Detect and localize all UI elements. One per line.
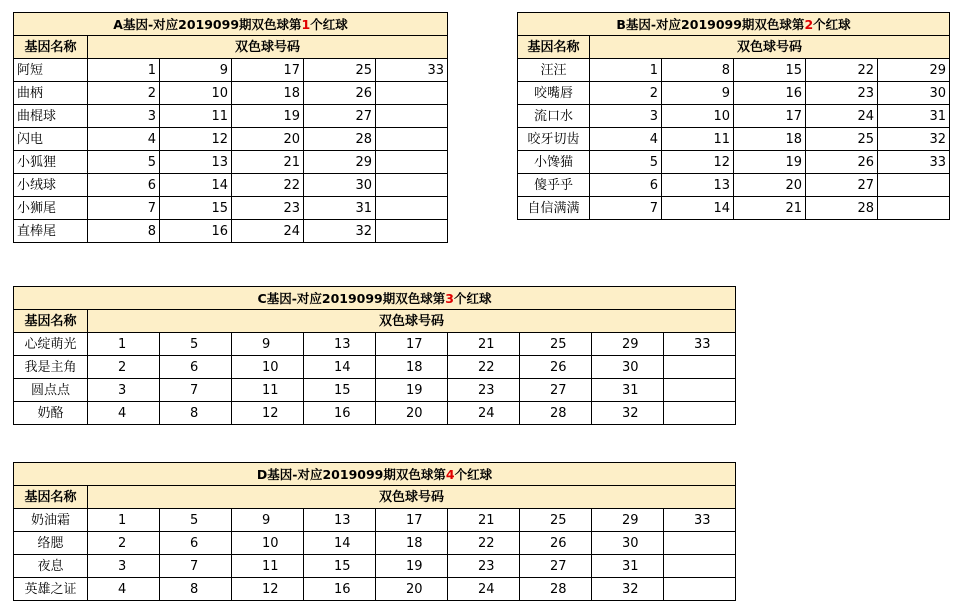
number-cell: 5 bbox=[590, 151, 662, 174]
number-cell: 12 bbox=[160, 128, 232, 151]
table-row bbox=[14, 128, 448, 151]
number-cell bbox=[664, 402, 736, 425]
number-cell: 25 bbox=[520, 509, 592, 532]
number-cell: 29 bbox=[592, 333, 664, 356]
gene-name-cell: 流口水 bbox=[518, 105, 590, 128]
gene-name-cell: 夜息 bbox=[14, 555, 88, 578]
number-cell: 27 bbox=[520, 555, 592, 578]
number-cell bbox=[664, 532, 736, 555]
gene-name-cell: 直棒尾 bbox=[14, 220, 88, 243]
number-cell: 3 bbox=[88, 379, 160, 402]
gene-name-cell: 奶酪 bbox=[14, 402, 88, 425]
number-cell: 29 bbox=[592, 509, 664, 532]
gene-name-cell: 小狮尾 bbox=[14, 197, 88, 220]
table-title-row bbox=[518, 13, 950, 36]
number-cell: 23 bbox=[448, 555, 520, 578]
table-row bbox=[14, 578, 736, 601]
number-cell: 32 bbox=[592, 402, 664, 425]
table-row bbox=[14, 555, 736, 578]
number-cell: 13 bbox=[304, 333, 376, 356]
table-row bbox=[518, 105, 950, 128]
table-row bbox=[518, 59, 950, 82]
gene-table-d bbox=[13, 462, 736, 601]
header-numbers: 双色球号码 bbox=[88, 486, 736, 509]
number-cell: 15 bbox=[160, 197, 232, 220]
table-title: B基因-对应2019099期双色球第2个红球 bbox=[518, 13, 950, 36]
number-cell: 5 bbox=[88, 151, 160, 174]
gene-name-cell: 络腮 bbox=[14, 532, 88, 555]
number-cell: 16 bbox=[160, 220, 232, 243]
number-cell: 11 bbox=[232, 555, 304, 578]
number-cell: 11 bbox=[232, 379, 304, 402]
number-cell: 22 bbox=[448, 532, 520, 555]
table-row bbox=[14, 59, 448, 82]
gene-name-cell: 咬牙切齿 bbox=[518, 128, 590, 151]
number-cell: 16 bbox=[304, 578, 376, 601]
gene-name-cell: 傻乎乎 bbox=[518, 174, 590, 197]
number-cell bbox=[664, 356, 736, 379]
number-cell: 11 bbox=[160, 105, 232, 128]
number-cell: 22 bbox=[232, 174, 304, 197]
gene-name-cell: 自信满满 bbox=[518, 197, 590, 220]
gene-name-cell: 小狐狸 bbox=[14, 151, 88, 174]
number-cell: 22 bbox=[448, 356, 520, 379]
number-cell: 8 bbox=[160, 402, 232, 425]
table-row bbox=[518, 197, 950, 220]
number-cell: 23 bbox=[806, 82, 878, 105]
number-cell: 24 bbox=[448, 578, 520, 601]
number-cell: 32 bbox=[304, 220, 376, 243]
gene-name-cell: 阿短 bbox=[14, 59, 88, 82]
number-cell: 19 bbox=[232, 105, 304, 128]
number-cell: 21 bbox=[734, 197, 806, 220]
number-cell: 9 bbox=[160, 59, 232, 82]
number-cell: 17 bbox=[232, 59, 304, 82]
number-cell: 15 bbox=[304, 379, 376, 402]
number-cell: 2 bbox=[88, 532, 160, 555]
header-numbers: 双色球号码 bbox=[88, 36, 448, 59]
number-cell: 23 bbox=[448, 379, 520, 402]
gene-name-cell: 英雄之证 bbox=[14, 578, 88, 601]
number-cell: 7 bbox=[160, 555, 232, 578]
gene-table-c bbox=[13, 286, 736, 425]
number-cell: 15 bbox=[734, 59, 806, 82]
number-cell: 6 bbox=[590, 174, 662, 197]
number-cell: 3 bbox=[88, 105, 160, 128]
number-cell: 26 bbox=[520, 532, 592, 555]
number-cell: 3 bbox=[590, 105, 662, 128]
number-cell: 19 bbox=[734, 151, 806, 174]
number-cell: 13 bbox=[304, 509, 376, 532]
number-cell bbox=[376, 128, 448, 151]
number-cell bbox=[878, 197, 950, 220]
table-row bbox=[14, 356, 736, 379]
table-header-row bbox=[518, 36, 950, 59]
number-cell: 32 bbox=[878, 128, 950, 151]
gene-name-cell: 曲柄 bbox=[14, 82, 88, 105]
table-title: A基因-对应2019099期双色球第1个红球 bbox=[14, 13, 448, 36]
number-cell: 1 bbox=[590, 59, 662, 82]
header-numbers: 双色球号码 bbox=[88, 310, 736, 333]
number-cell: 33 bbox=[664, 509, 736, 532]
number-cell: 31 bbox=[592, 555, 664, 578]
number-cell: 4 bbox=[88, 402, 160, 425]
number-cell: 24 bbox=[232, 220, 304, 243]
number-cell: 31 bbox=[592, 379, 664, 402]
number-cell bbox=[376, 105, 448, 128]
table-row bbox=[14, 333, 736, 356]
number-cell: 12 bbox=[662, 151, 734, 174]
number-cell: 5 bbox=[160, 509, 232, 532]
header-gene-name: 基因名称 bbox=[14, 486, 88, 509]
number-cell bbox=[664, 578, 736, 601]
table-header-row bbox=[14, 310, 736, 333]
ball-index: 3 bbox=[445, 290, 454, 306]
number-cell: 17 bbox=[376, 333, 448, 356]
number-cell bbox=[376, 174, 448, 197]
number-cell: 1 bbox=[88, 333, 160, 356]
number-cell: 33 bbox=[878, 151, 950, 174]
number-cell: 14 bbox=[662, 197, 734, 220]
gene-name-cell: 小绒球 bbox=[14, 174, 88, 197]
number-cell: 2 bbox=[590, 82, 662, 105]
table-row bbox=[14, 105, 448, 128]
header-gene-name: 基因名称 bbox=[518, 36, 590, 59]
number-cell: 4 bbox=[88, 578, 160, 601]
number-cell: 3 bbox=[88, 555, 160, 578]
number-cell: 28 bbox=[520, 578, 592, 601]
table-title-row bbox=[14, 287, 736, 310]
table-title: C基因-对应2019099期双色球第3个红球 bbox=[14, 287, 736, 310]
number-cell: 18 bbox=[376, 532, 448, 555]
number-cell: 22 bbox=[806, 59, 878, 82]
number-cell: 27 bbox=[304, 105, 376, 128]
table-title-row bbox=[14, 463, 736, 486]
number-cell: 26 bbox=[520, 356, 592, 379]
number-cell: 31 bbox=[304, 197, 376, 220]
number-cell: 32 bbox=[592, 578, 664, 601]
number-cell: 28 bbox=[520, 402, 592, 425]
number-cell: 29 bbox=[878, 59, 950, 82]
number-cell: 30 bbox=[878, 82, 950, 105]
number-cell: 31 bbox=[878, 105, 950, 128]
number-cell bbox=[878, 174, 950, 197]
number-cell: 16 bbox=[304, 402, 376, 425]
ball-index: 4 bbox=[445, 466, 455, 482]
table-row bbox=[14, 509, 736, 532]
gene-name-cell: 心绽萌光 bbox=[14, 333, 88, 356]
number-cell bbox=[376, 82, 448, 105]
number-cell: 25 bbox=[806, 128, 878, 151]
number-cell: 8 bbox=[88, 220, 160, 243]
ball-index: 2 bbox=[804, 16, 814, 32]
number-cell: 28 bbox=[304, 128, 376, 151]
number-cell: 4 bbox=[88, 128, 160, 151]
table-title: D基因-对应2019099期双色球第4个红球 bbox=[14, 463, 736, 486]
number-cell: 29 bbox=[304, 151, 376, 174]
gene-name-cell: 汪汪 bbox=[518, 59, 590, 82]
number-cell: 25 bbox=[520, 333, 592, 356]
table-row bbox=[518, 82, 950, 105]
number-cell: 6 bbox=[160, 356, 232, 379]
number-cell: 15 bbox=[304, 555, 376, 578]
table-row bbox=[14, 174, 448, 197]
number-cell bbox=[376, 197, 448, 220]
number-cell: 20 bbox=[376, 402, 448, 425]
number-cell bbox=[376, 151, 448, 174]
number-cell: 10 bbox=[662, 105, 734, 128]
number-cell: 1 bbox=[88, 509, 160, 532]
number-cell: 1 bbox=[88, 59, 160, 82]
gene-name-cell: 我是主角 bbox=[14, 356, 88, 379]
number-cell: 26 bbox=[304, 82, 376, 105]
table-row bbox=[518, 151, 950, 174]
number-cell: 6 bbox=[160, 532, 232, 555]
number-cell: 24 bbox=[448, 402, 520, 425]
number-cell: 24 bbox=[806, 105, 878, 128]
number-cell: 27 bbox=[806, 174, 878, 197]
number-cell: 23 bbox=[232, 197, 304, 220]
number-cell: 9 bbox=[662, 82, 734, 105]
number-cell: 28 bbox=[806, 197, 878, 220]
gene-table-a bbox=[13, 12, 448, 243]
number-cell: 13 bbox=[662, 174, 734, 197]
number-cell: 21 bbox=[448, 333, 520, 356]
gene-name-cell: 小馋猫 bbox=[518, 151, 590, 174]
number-cell: 33 bbox=[376, 59, 448, 82]
number-cell: 11 bbox=[662, 128, 734, 151]
number-cell: 2 bbox=[88, 82, 160, 105]
gene-name-cell: 圆点点 bbox=[14, 379, 88, 402]
table-header-row bbox=[14, 36, 448, 59]
gene-name-cell: 曲棍球 bbox=[14, 105, 88, 128]
number-cell: 4 bbox=[590, 128, 662, 151]
number-cell: 16 bbox=[734, 82, 806, 105]
number-cell: 21 bbox=[232, 151, 304, 174]
number-cell: 18 bbox=[232, 82, 304, 105]
table-row bbox=[14, 220, 448, 243]
header-numbers: 双色球号码 bbox=[590, 36, 950, 59]
table-header-row bbox=[14, 486, 736, 509]
table-row bbox=[14, 151, 448, 174]
number-cell: 10 bbox=[232, 356, 304, 379]
header-gene-name: 基因名称 bbox=[14, 310, 88, 333]
number-cell: 14 bbox=[160, 174, 232, 197]
gene-table-b bbox=[517, 12, 950, 220]
number-cell: 30 bbox=[592, 532, 664, 555]
number-cell: 9 bbox=[232, 509, 304, 532]
number-cell: 7 bbox=[88, 197, 160, 220]
number-cell: 7 bbox=[590, 197, 662, 220]
number-cell: 10 bbox=[232, 532, 304, 555]
number-cell: 10 bbox=[160, 82, 232, 105]
number-cell: 20 bbox=[232, 128, 304, 151]
gene-name-cell: 闪电 bbox=[14, 128, 88, 151]
number-cell: 26 bbox=[806, 151, 878, 174]
number-cell: 8 bbox=[160, 578, 232, 601]
table-row bbox=[14, 402, 736, 425]
ball-index: 1 bbox=[301, 16, 311, 32]
number-cell: 19 bbox=[376, 555, 448, 578]
number-cell bbox=[664, 555, 736, 578]
number-cell: 5 bbox=[160, 333, 232, 356]
number-cell: 12 bbox=[232, 402, 304, 425]
number-cell: 20 bbox=[376, 578, 448, 601]
table-row bbox=[14, 379, 736, 402]
number-cell: 14 bbox=[304, 532, 376, 555]
table-row bbox=[518, 128, 950, 151]
table-row bbox=[518, 174, 950, 197]
number-cell bbox=[664, 379, 736, 402]
number-cell: 17 bbox=[376, 509, 448, 532]
table-row bbox=[14, 197, 448, 220]
number-cell: 30 bbox=[592, 356, 664, 379]
number-cell: 2 bbox=[88, 356, 160, 379]
number-cell: 13 bbox=[160, 151, 232, 174]
number-cell: 30 bbox=[304, 174, 376, 197]
number-cell: 18 bbox=[734, 128, 806, 151]
table-row bbox=[14, 532, 736, 555]
number-cell: 21 bbox=[448, 509, 520, 532]
number-cell: 7 bbox=[160, 379, 232, 402]
gene-name-cell: 咬嘴唇 bbox=[518, 82, 590, 105]
gene-name-cell: 奶油霜 bbox=[14, 509, 88, 532]
number-cell: 25 bbox=[304, 59, 376, 82]
number-cell: 27 bbox=[520, 379, 592, 402]
number-cell: 18 bbox=[376, 356, 448, 379]
number-cell: 14 bbox=[304, 356, 376, 379]
number-cell: 6 bbox=[88, 174, 160, 197]
number-cell: 19 bbox=[376, 379, 448, 402]
number-cell: 20 bbox=[734, 174, 806, 197]
table-row bbox=[14, 82, 448, 105]
number-cell: 17 bbox=[734, 105, 806, 128]
number-cell: 33 bbox=[664, 333, 736, 356]
number-cell: 9 bbox=[232, 333, 304, 356]
number-cell: 12 bbox=[232, 578, 304, 601]
table-title-row bbox=[14, 13, 448, 36]
number-cell bbox=[376, 220, 448, 243]
header-gene-name: 基因名称 bbox=[14, 36, 88, 59]
number-cell: 8 bbox=[662, 59, 734, 82]
